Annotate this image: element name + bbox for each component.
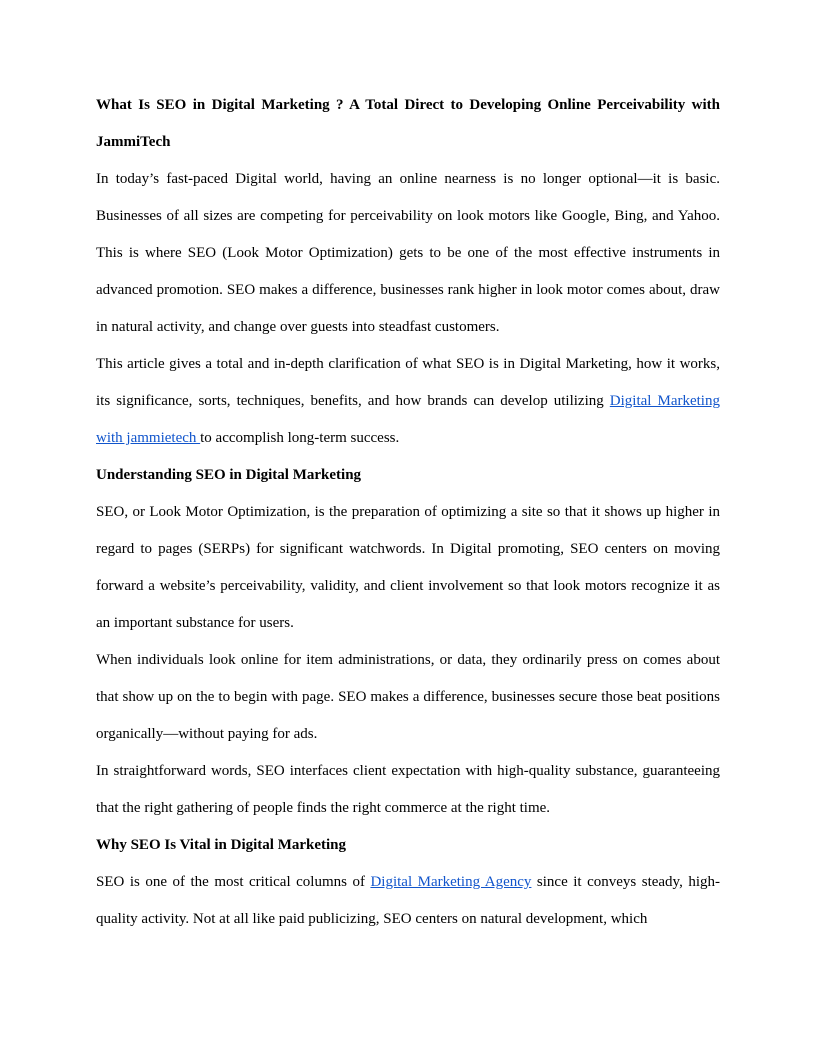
- article-paragraph-text-end: to accomplish long-term success.: [200, 430, 400, 446]
- digital-marketing-jammietech-link[interactable]: Digital Marketing with jammietech: [96, 393, 720, 446]
- why-paragraph-text-end: since it conveys steady, high-quality activity. Not at all like paid publicizing, SEO centers on natural development, which: [96, 874, 720, 927]
- heading-why-seo-vital: Why SEO Is Vital in Digital Marketing: [96, 837, 347, 853]
- understanding-paragraph-2: When individuals look online for item administrations, or data, they ordinarily press on comes about that show up on the to begin with page. SEO makes a difference, businesses secure those beat positions organically—without paying for ads.: [96, 652, 720, 742]
- understanding-paragraph-3: In straightforward words, SEO interfaces client expectation with high-quality substance, guaranteeing that the right gathering of people finds the right commerce at the right time.: [96, 763, 720, 816]
- why-paragraph: [96, 864, 720, 938]
- intro-paragraph: In today’s fast-paced Digital world, having an online nearness is no longer optional—it is basic. Businesses of all sizes are competing for perceivability on look motors like Google, Bing, and Yahoo. This is where SEO (Look Motor Optimization) gets to be one of the most effective instruments in advanced promotion. SEO makes a difference, businesses rank higher in look motor comes about, draw in natural activity, and change over guests into steadfast customers.: [96, 171, 720, 335]
- understanding-paragraph-1: SEO, or Look Motor Optimization, is the preparation of optimizing a site so that it shows up higher in regard to pages (SERPs) for significant watchwords. In Digital promoting, SEO centers on moving forward a website’s perceivability, validity, and client involvement so that look motors recognize it as an important substance for users.: [96, 504, 720, 631]
- heading-understanding-seo: Understanding SEO in Digital Marketing: [96, 467, 362, 483]
- article-paragraph: [96, 346, 720, 457]
- why-paragraph-text: SEO is one of the most critical columns of: [96, 874, 371, 890]
- document-title: What Is SEO in Digital Marketing ? A Total Direct to Developing Online Perceivability with JammiTech: [96, 97, 720, 150]
- digital-marketing-agency-link[interactable]: Digital Marketing Agency: [370, 874, 532, 890]
- document-page: [96, 87, 720, 938]
- article-paragraph-text: This article gives a total and in-depth clarification of what SEO is in Digital Marketing, how it works, its significance, sorts, techniques, benefits, and how brands can develop utilizing: [96, 356, 720, 409]
